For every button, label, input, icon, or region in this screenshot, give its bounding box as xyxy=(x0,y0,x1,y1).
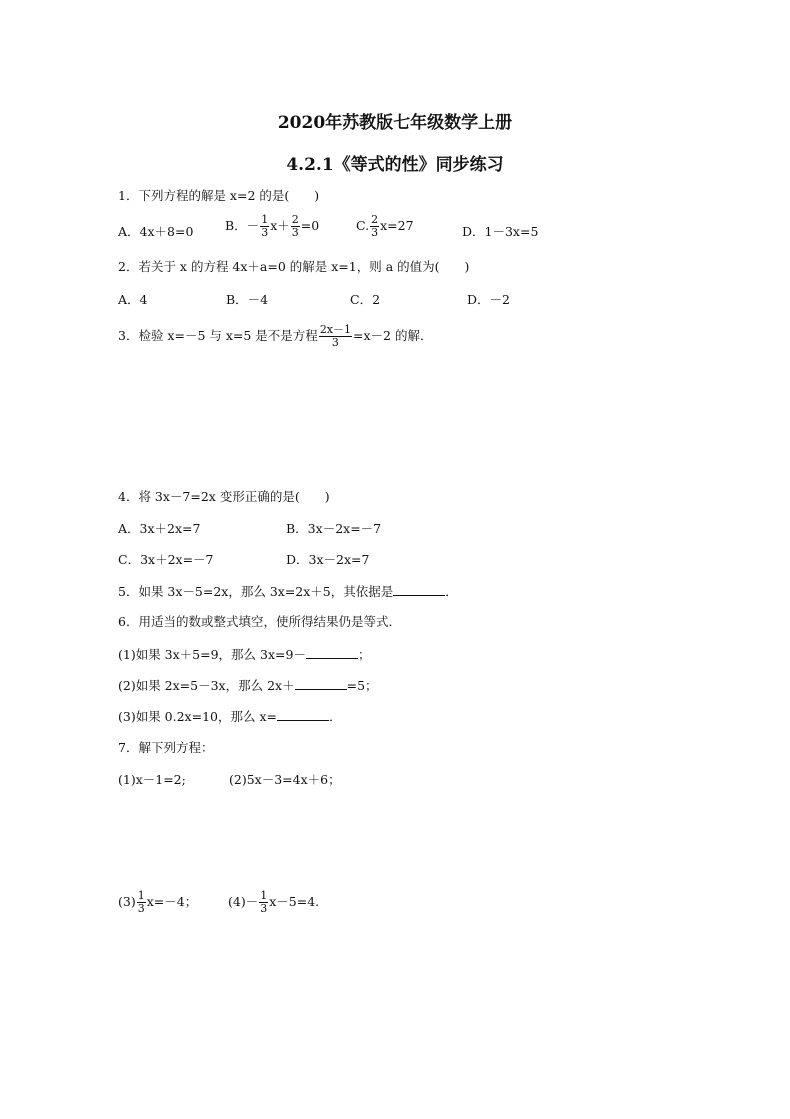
question-1-option-d: D．1－3x=5 xyxy=(462,224,539,239)
fraction-numerator: 2 xyxy=(291,213,299,226)
question-7-part-4-prefix: (4)－ xyxy=(228,894,259,909)
question-1-option-b-suffix: =0 xyxy=(300,218,320,233)
fraction-denominator: 3 xyxy=(260,902,268,915)
question-2-option-b: B．－4 xyxy=(226,292,269,307)
question-3 xyxy=(118,318,432,354)
fraction-numerator: 2 xyxy=(371,213,379,226)
fraction-numerator: 1 xyxy=(260,889,268,902)
fraction-numerator: 1 xyxy=(137,889,145,902)
question-1-stem: 1．下列方程的解是 x=2 的是( ) xyxy=(118,188,320,203)
question-1-option-c xyxy=(356,214,414,239)
document-title: 2020年苏教版七年级数学上册 xyxy=(277,113,513,133)
fraction-denominator: 3 xyxy=(371,226,379,239)
question-6-part-2-prefix: (2)如果 2x=5－3x，那么 2x＋ xyxy=(118,678,295,693)
question-6-part-2-suffix: =5； xyxy=(346,678,378,693)
document-subtitle: 4.2.1《等式的性》同步练习 xyxy=(286,155,504,175)
question-6-part-1-prefix: (1)如果 3x＋5=9，那么 3x=9－ xyxy=(118,647,306,662)
fraction-numerator: 1 xyxy=(261,213,269,226)
question-3-prefix: 3．检验 x=－5 与 x=5 是不是方程 xyxy=(118,328,318,343)
question-7-part-4-suffix: x－5=4. xyxy=(269,894,320,909)
question-7-part-2: (2)5x－3=4x＋6； xyxy=(229,772,341,787)
question-6-part-3-prefix: (3)如果 0.2x=10，那么 x= xyxy=(118,709,277,724)
question-5-suffix: ． xyxy=(445,584,458,599)
fraction-2x-minus-1-over-3 xyxy=(319,324,352,349)
answer-blank[interactable] xyxy=(295,677,347,690)
fraction-one-third xyxy=(137,890,146,915)
answer-blank[interactable] xyxy=(277,708,329,721)
question-5 xyxy=(118,583,458,600)
question-1-option-b xyxy=(225,214,319,239)
question-7-part-3-suffix: x=－4； xyxy=(146,894,198,909)
fraction-denominator: 3 xyxy=(137,902,145,915)
question-3-suffix: =x－2 的解． xyxy=(353,328,433,343)
fraction-numerator: 2x－1 xyxy=(319,323,352,336)
question-1-option-c-suffix: x=27 xyxy=(380,218,414,233)
question-7-part-1: (1)x－1=2; xyxy=(118,772,186,787)
question-6-part-3-suffix: ． xyxy=(329,709,342,724)
question-4-option-b: B．3x－2x=－7 xyxy=(286,521,382,536)
question-2-option-c: C．2 xyxy=(350,292,381,307)
question-6-part-2 xyxy=(118,677,378,694)
question-2-option-a: A．4 xyxy=(118,292,148,307)
question-6-part-1 xyxy=(118,646,370,663)
fraction-one-third xyxy=(260,214,269,239)
fraction-one-third xyxy=(259,890,268,915)
question-7-part-3 xyxy=(118,890,197,915)
question-6-part-3 xyxy=(118,708,342,725)
question-7-part-3-prefix: (3) xyxy=(118,894,136,909)
question-2-stem: 2．若关于 x 的方程 4x＋a=0 的解是 x=1，则 a 的值为( ) xyxy=(118,259,470,274)
fraction-two-thirds xyxy=(291,214,300,239)
question-1-option-b-prefix: B．－ xyxy=(225,218,260,233)
question-6-part-1-suffix: ； xyxy=(357,647,371,662)
question-5-prefix: 5．如果 3x－5=2x，那么 3x=2x＋5，其依据是 xyxy=(118,584,394,599)
question-2-option-d: D．－2 xyxy=(467,292,510,307)
question-4-option-a: A．3x＋2x=7 xyxy=(118,521,201,536)
question-7-part-4 xyxy=(228,890,319,915)
question-4-stem: 4．将 3x－7=2x 变形正确的是( ) xyxy=(118,489,330,504)
question-1-option-a: A．4x＋8=0 xyxy=(118,224,194,239)
fraction-denominator: 3 xyxy=(261,226,269,239)
question-6-stem: 6．用适当的数或整式填空，使所得结果仍是等式． xyxy=(118,614,401,629)
question-7-row2 xyxy=(118,890,518,926)
answer-blank[interactable] xyxy=(306,646,358,659)
fraction-denominator: 3 xyxy=(331,336,339,349)
question-7-stem: 7．解下列方程： xyxy=(118,740,214,755)
question-1-option-b-mid: x＋ xyxy=(270,218,290,233)
question-1-option-c-prefix: C. xyxy=(356,218,370,233)
fraction-denominator: 3 xyxy=(291,226,299,239)
question-4-option-d: D．3x－2x=7 xyxy=(286,552,370,567)
fraction-two-thirds xyxy=(370,214,379,239)
answer-blank[interactable] xyxy=(393,583,445,596)
question-1-options xyxy=(118,213,678,250)
question-4-option-c: C．3x＋2x=－7 xyxy=(118,552,214,567)
